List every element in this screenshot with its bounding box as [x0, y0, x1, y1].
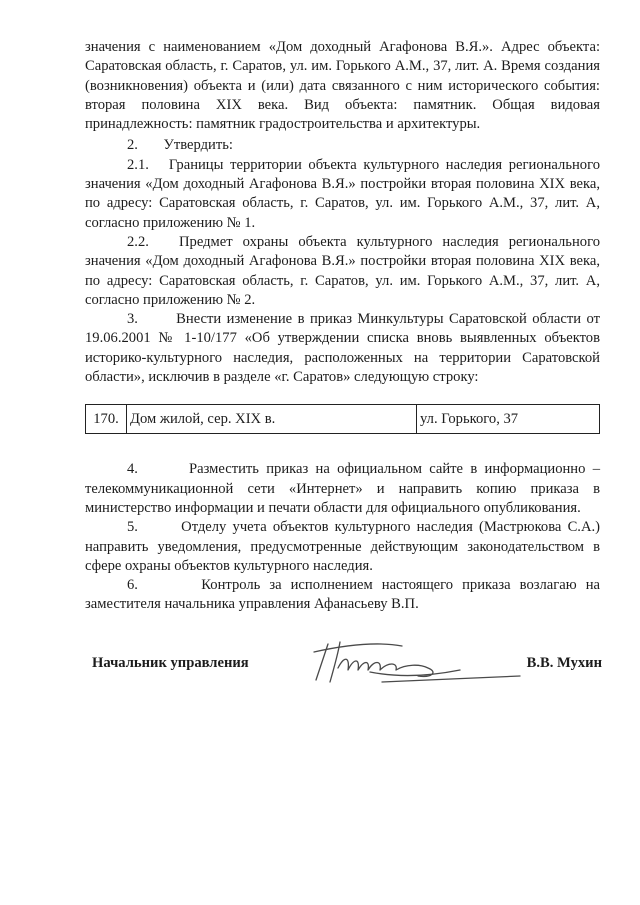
excluded-row-table	[85, 404, 600, 434]
table-row	[86, 405, 600, 434]
table-cell-number: 170.	[86, 405, 127, 434]
document-body	[85, 38, 600, 615]
paragraph-2-1: 2.1. Границы территории объекта культурного наследия регионального значения «Дом доходный Агафонова В.Я.» постройки вторая половина XIX века, по адресу: Саратовская область, г. Саратов, ул. им. Горького А.М., 37, лит. А, согласно приложению № 1.	[85, 156, 600, 231]
handwritten-signature	[310, 638, 530, 686]
signature-block	[92, 650, 602, 680]
table-cell-description: Дом жилой, сер. XIX в.	[127, 405, 417, 434]
signer-name: В.В. Мухин	[526, 655, 602, 671]
paragraph-2: 2. Утвердить:	[127, 137, 233, 154]
table	[85, 404, 600, 434]
paragraph-3: 3. Внести изменение в приказ Минкультуры Саратовской области от 19.06.2001 № 1-10/177 «Об утверждении списка вновь выявленных объектов историко-культурного наследия, расположенных на территории Саратовской области», исключив в разделе «г. Саратов» следующую строку:	[85, 311, 600, 386]
paragraph-5: 5. Отделу учета объектов культурного наследия (Мастрюкова С.А.) направить уведомления, предусмотренные действующим законодательством в сфере охраны объектов культурного наследия.	[85, 519, 600, 574]
paragraph-4: 4. Разместить приказ на официальном сайте в информационно – телекоммуникационной сети «Интернет» и направить копию приказа в министерство информации и печати области для официального опубликования.	[85, 461, 600, 516]
signer-title: Начальник управления	[92, 655, 249, 671]
paragraph-2-2: 2.2. Предмет охраны объекта культурного наследия регионального значения «Дом доходный Агафонова В.Я.» постройки вторая половина XIX века, по адресу: Саратовская область, г. Саратов, ул. им. Горького А.М., 37, лит. А, согласно приложению № 2.	[85, 233, 600, 308]
table-cell-address: ул. Горького, 37	[417, 405, 600, 434]
paragraph-6: 6. Контроль за исполнением настоящего приказа возлагаю на заместителя начальника управления Афанасьеву В.П.	[85, 577, 600, 613]
paragraph-continuation: значения с наименованием «Дом доходный Агафонова В.Я.». Адрес объекта: Саратовская область, г. Саратов, ул. им. Горького А.М., 37, лит. А. Время создания (возникновения) объекта и (или) дата связанного с ним исторического события: вторая половина XIX века. Вид объекта: памятник. Общая видовая принадлежность: памятник градостроительства и архитектуры.	[85, 39, 600, 133]
